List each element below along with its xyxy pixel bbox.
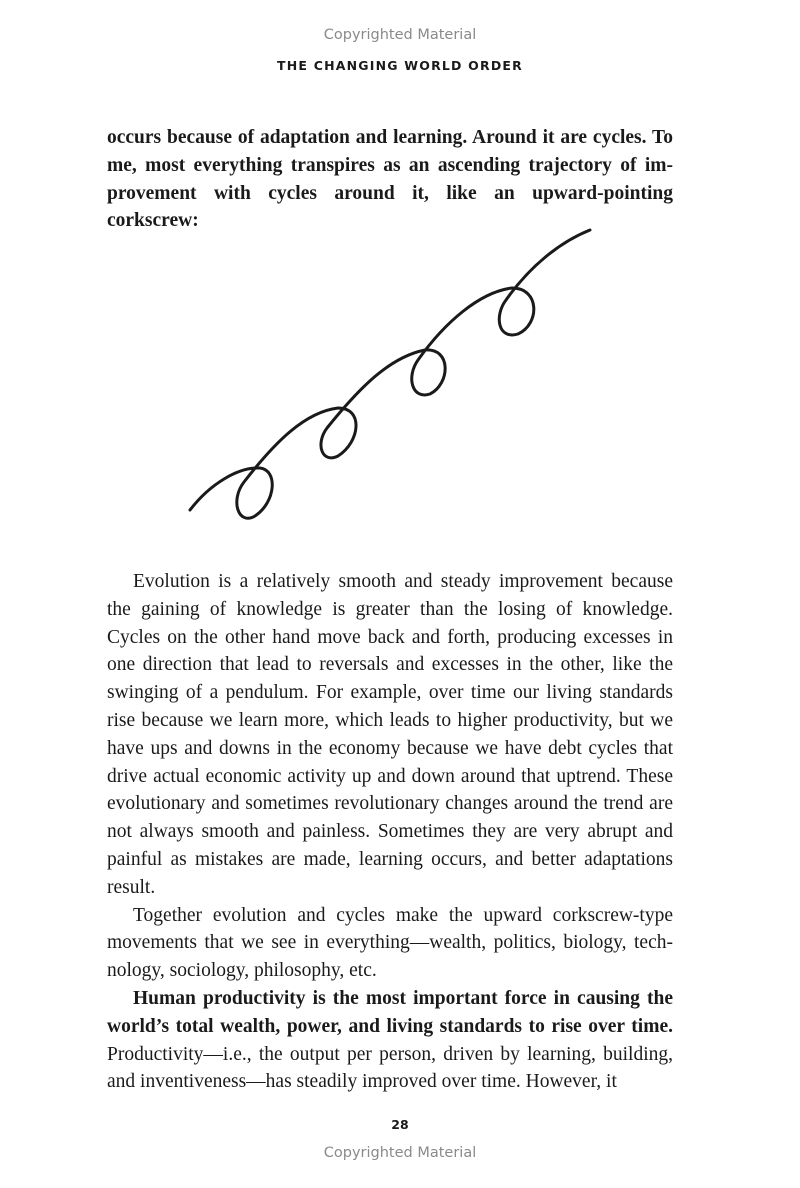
paragraph-evolution: Evolution is a relatively smooth and steady improvement because the gaining of knowledge is greater than the losing of knowledge. Cycles on the other hand move back and forth, producing excesses in one direction that lead to reversals and excesses in the other, like the swinging of a pendulum. For example, over time our living standards rise because we learn more, which leads to higher productivity, but we have ups and downs in the economy because we have debt cycles that drive actual economic activity up and down around that uptrend. These evolutionary and sometimes revolutionary changes around the trend are not always smooth and painless. Sometimes they are very abrupt and painful as mistakes are made, learning occurs, and better adaptations result.	[107, 571, 673, 898]
productivity-text: Productivity—i.e., the output per person, driven by learning, building, and inventiveness—has steadily improved over time. However, it	[107, 1043, 673, 1093]
corkscrew-line	[190, 230, 590, 518]
copyright-notice-top: Copyrighted Material	[323, 27, 477, 43]
paragraph-corkscrew: Together evolution and cycles make the upward corkscrew-type movements that we see in everything—wealth, politics, biology, technology, sociology, philosophy, etc.	[107, 904, 673, 982]
page-number: 28	[391, 1117, 409, 1132]
corkscrew-spiral-icon	[180, 222, 600, 532]
paragraph-productivity	[107, 985, 673, 1096]
productivity-heading: Human productivity is the most important force in causing the world’s total wealth, power, and living standards to rise over time.	[107, 987, 673, 1037]
intro-paragraph	[107, 124, 673, 235]
running-head: THE CHANGING WORLD ORDER	[277, 58, 523, 73]
copyright-notice-bottom: Copyrighted Material	[323, 1145, 477, 1161]
intro-text: occurs because of adaptation and learning. Around it are cycles. To me, most everything transpires as an ascending trajectory of improvement with cycles around it, like an upward-pointing corkscrew:	[107, 127, 673, 232]
body-text	[107, 568, 673, 1096]
